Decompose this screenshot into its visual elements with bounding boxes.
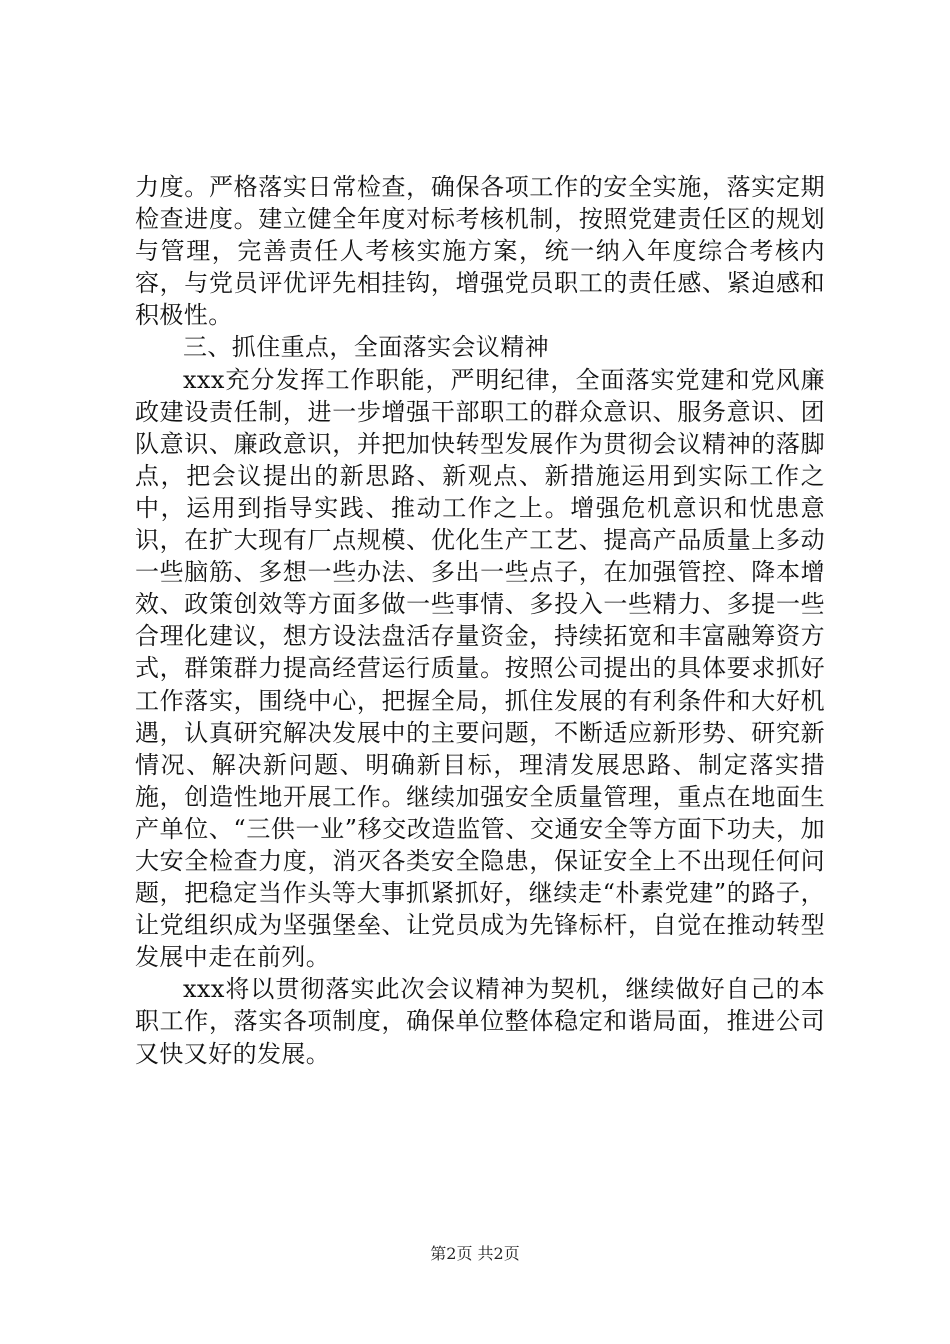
section-heading: 三、抓住重点，全面落实会议精神 (183, 333, 549, 362)
paragraph-continuation: 力度。严格落实日常检查，确保各项工作的安全实施，落实定期检查进度。建立健全年度对标考核机制，按照党建责任区的规划与管理，完善责任人考核实施方案，统一纳入年度综合考核内容，与党员评优评先相挂钩，增强党员职工的责任感、紧迫感和积极性。 (135, 173, 825, 330)
paragraph-closing: xxx将以贯彻落实此次会议精神为契机，继续做好自己的本职工作，落实各项制度，确保单位整体稳定和谐局面，推进公司又快又好的发展。 (135, 975, 825, 1068)
document-body (135, 171, 825, 1070)
paragraph-main: xxx充分发挥工作职能，严明纪律，全面落实党建和党风廉政建设责任制，进一步增强干部职工的群众意识、服务意识、团队意识、廉政意识，并把加快转型发展作为贯彻会议精神的落脚点，把会议提出的新思路、新观点、新措施运用到实际工作之中，运用到指导实践、推动工作之上。增强危机意识和忧患意识，在扩大现有厂点规模、优化生产工艺、提高产品质量上多动一些脑筋、多想一些办法、多出一些点子，在加强管控、降本增效、政策创效等方面多做一些事情、多投入一些精力、多提一些合理化建议，想方设法盘活存量资金，持续拓宽和丰富融筹资方式，群策群力提高经营运行质量。按照公司提出的具体要求抓好工作落实，围绕中心，把握全局，抓住发展的有利条件和大好机遇，认真研究解决发展中的主要问题，不断适应新形势、研究新情况、解决新问题、明确新目标，理清发展思路、制定落实措施，创造性地开展工作。继续加强安全质量管理，重点在地面生产单位、“三供一业”移交改造监管、交通安全等方面下功夫，加大安全检查力度，消灭各类安全隐患，保证安全上不出现任何问题，把稳定当作头等大事抓紧抓好，继续走“朴素党建”的路子，让党组织成为坚强堡垒、让党员成为先锋标杆，自觉在推动转型发展中走在前列。 (135, 365, 825, 972)
page-number-footer: 第2页 共2页 (430, 1244, 520, 1263)
